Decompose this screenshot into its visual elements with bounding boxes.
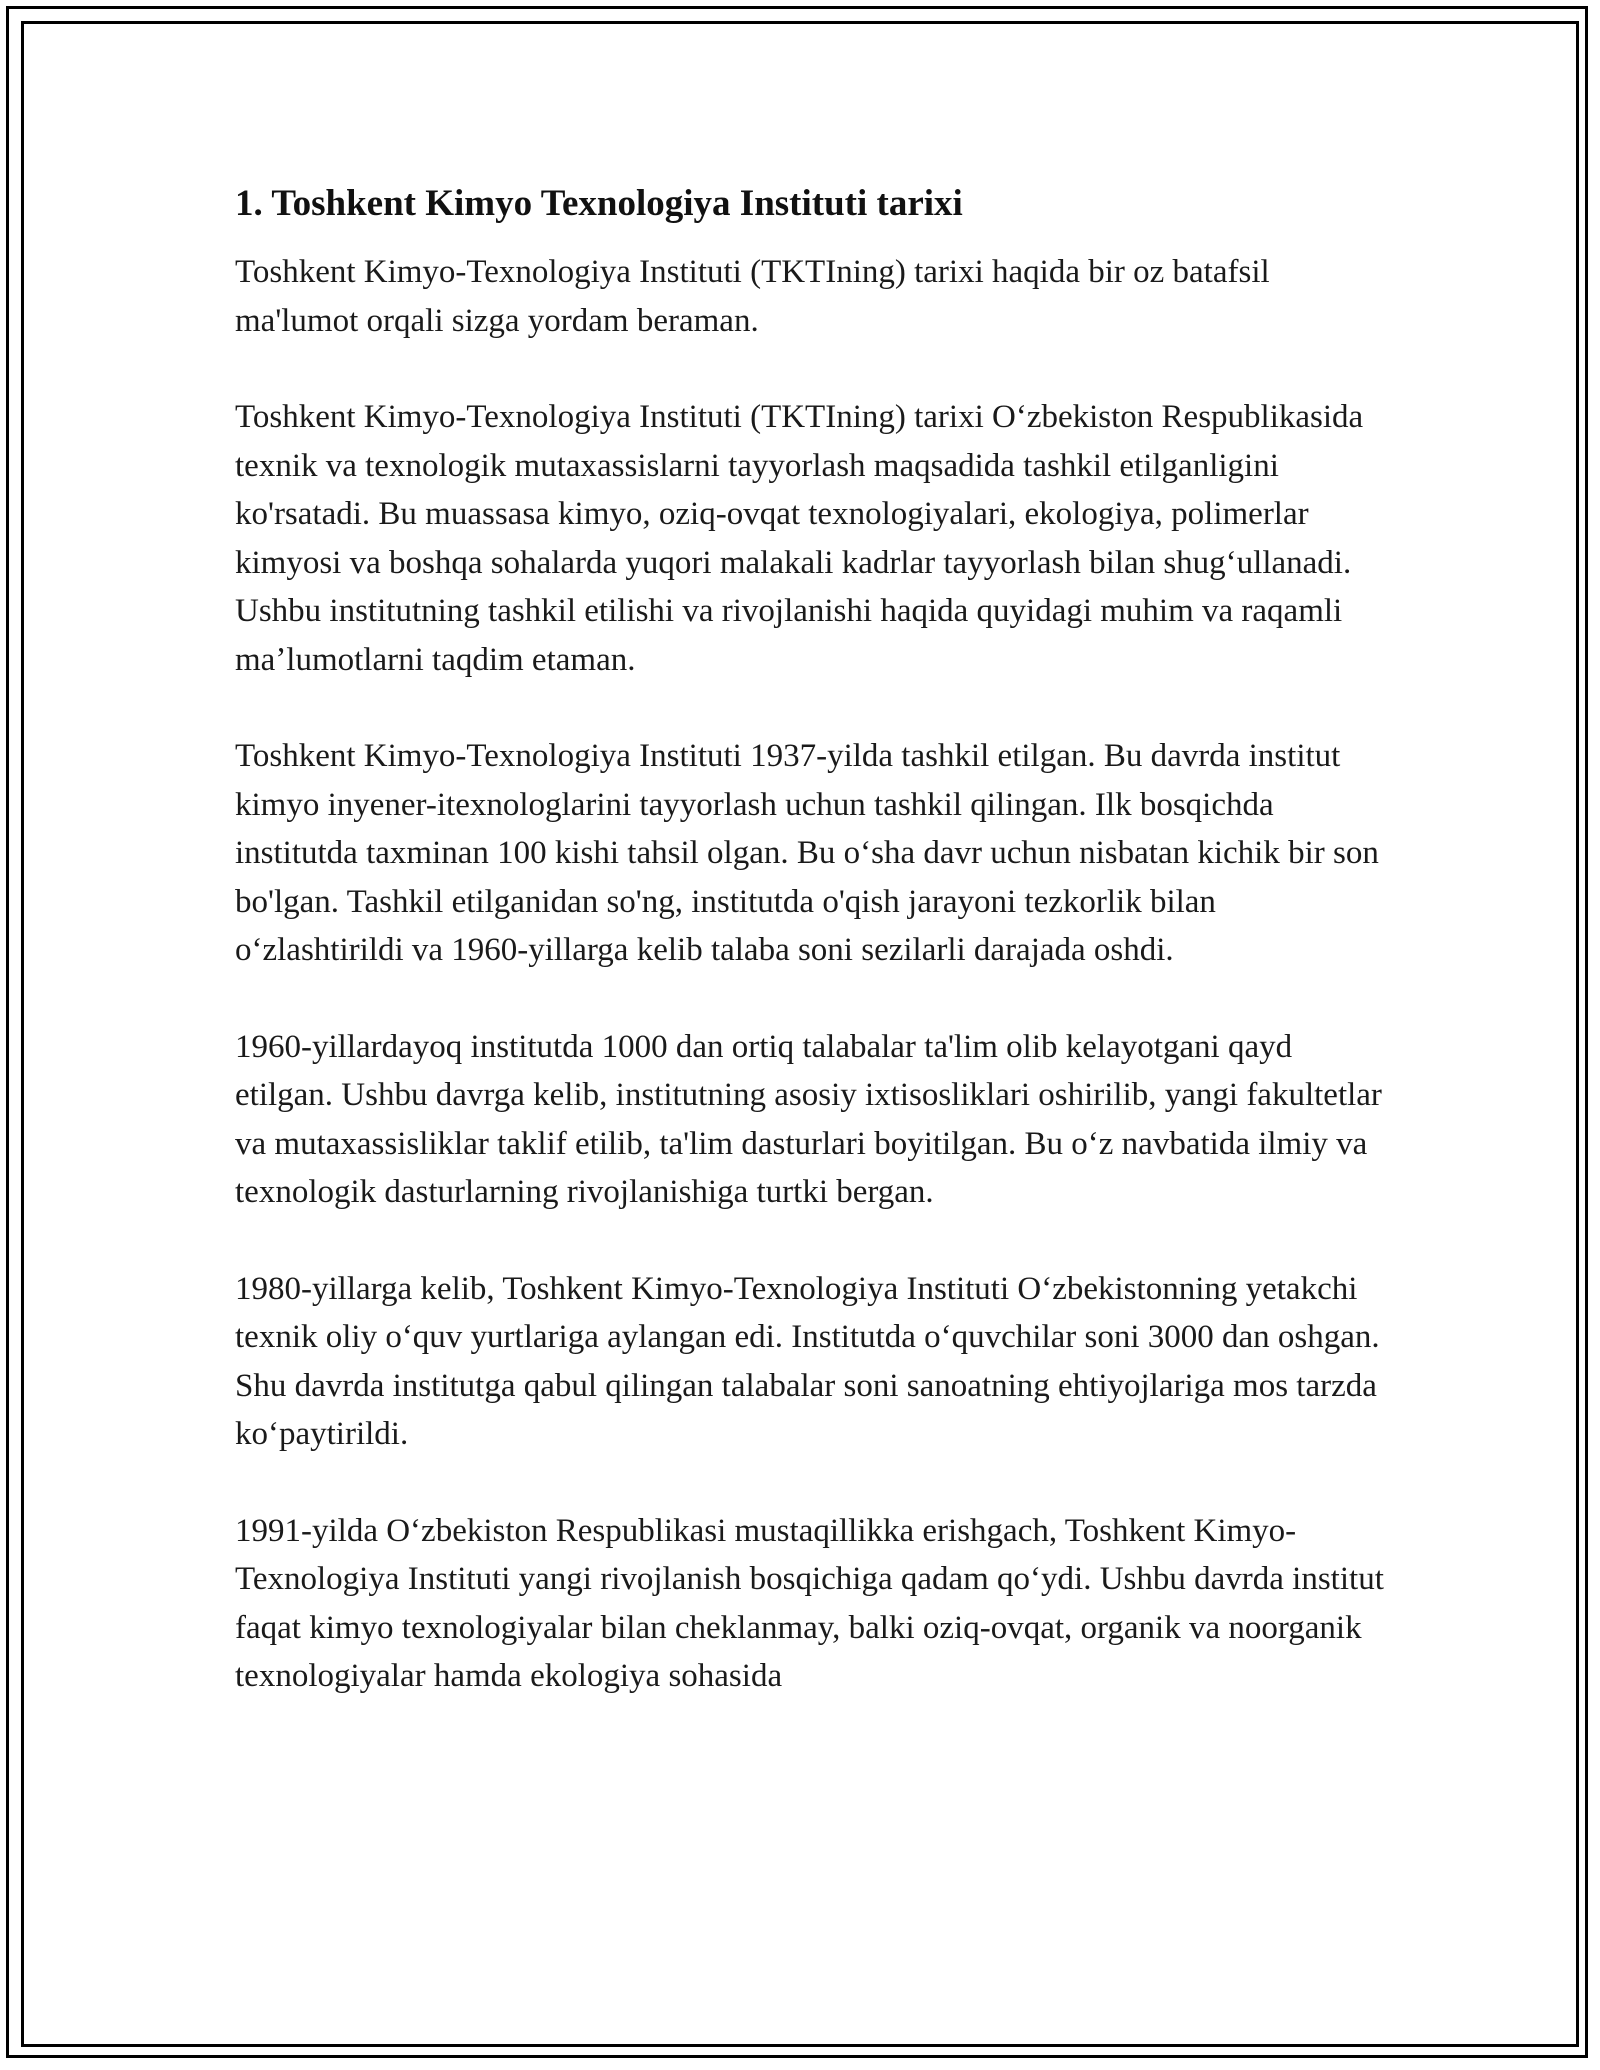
paragraph-1960s: 1960-yillardayoq institutda 1000 dan ortiq talabalar ta'lim olib kelayotgani qayd etilgan. Ushbu davrga kelib, institutning asosiy ixtisosliklari oshirilib, yangi fakultetlar va mutaxassisliklar taklif etilib, ta'lim dasturlari boyitilgan. Bu oʻz navbatida ilmiy va texnologik dasturlarning rivojlanishiga turtki bergan. (235, 1028, 1382, 1210)
document-body (235, 180, 1385, 1749)
document-title: 1. Toshkent Kimyo Texnologiya Instituti tarixi (235, 183, 963, 224)
paragraph-founding-1937: Toshkent Kimyo-Texnologiya Instituti 1937-yilda tashkil etilgan. Bu davrda institut kimyo inyener-itexnologlarini tayyorlash uchun tashkil qilingan. Ilk bosqichda institutda taxminan 100 kishi tahsil olgan. Bu oʻsha davr uchun nisbatan kichik bir son bo'lgan. Tashkil etilganidan so'ng, institutda o'qish jarayoni tezkorlik bilan oʻzlashtirildi va 1960-yillarga kelib talaba soni sezilarli darajada oshdi. (235, 738, 1379, 968)
paragraph-intro: Toshkent Kimyo-Texnologiya Instituti (TKTIning) tarixi haqida bir oz batafsil ma'lumot orqali sizga yordam beraman. (235, 254, 1270, 339)
paragraph-1980s: 1980-yillarga kelib, Toshkent Kimyo-Texnologiya Instituti Oʻzbekistonning yetakchi texnik oliy oʻquv yurtlariga aylangan edi. Institutda oʻquvchilar soni 3000 dan oshgan. Shu davrda institutga qabul qilingan talabalar soni sanoatning ehtiyojlariga mos tarzda koʻpaytirildi. (235, 1270, 1380, 1452)
paragraph-overview: Toshkent Kimyo-Texnologiya Instituti (TKTIning) tarixi Oʻzbekiston Respublikasida texnik va texnologik mutaxassislarni tayyorlash maqsadida tashkil etilganligini ko'rsatadi. Bu muassasa kimyo, oziq-ovqat texnologiyalari, ekologiya, polimerlar kimyosi va boshqa sohalarda yuqori malakali kadrlar tayyorlash bilan shugʻullanadi. Ushbu institutning tashkil etilishi va rivojlanishi haqida quyidagi muhim va raqamli maʼlumotlarni taqdim etaman. (235, 399, 1364, 678)
paragraph-1991-independence: 1991-yilda Oʻzbekiston Respublikasi mustaqillikka erishgach, Toshkent Kimyo-Texnologiya Instituti yangi rivojlanish bosqichiga qadam qoʻydi. Ushbu davrda institut faqat kimyo texnologiyalar bilan cheklanmay, balki oziq-ovqat, organik va noorganik texnologiyalar hamda ekologiya sohasida (235, 1512, 1384, 1694)
